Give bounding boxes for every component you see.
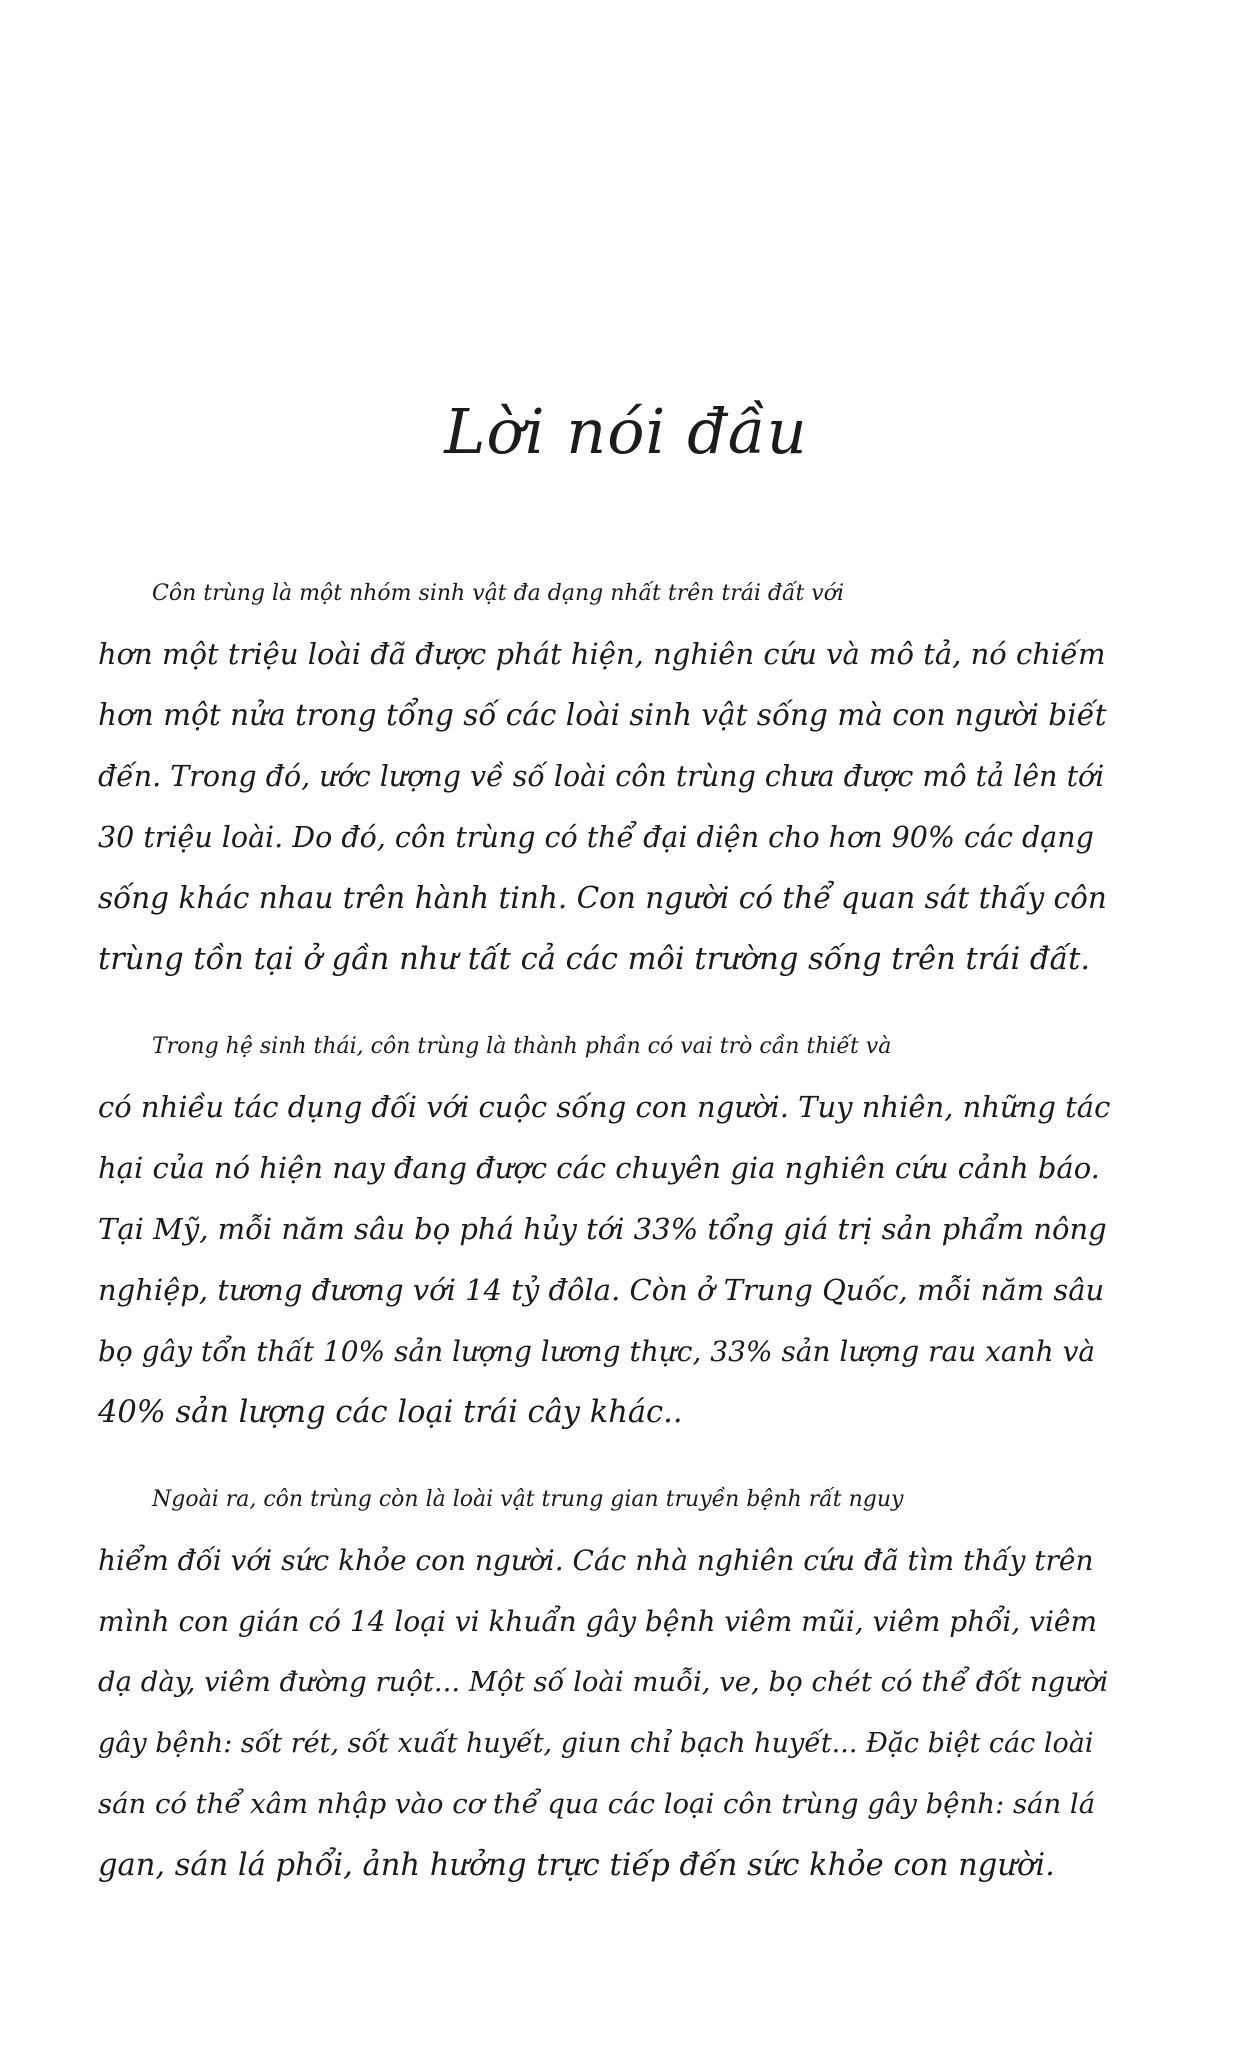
text-line: Trong hệ sinh thái, côn trùng là thành phần có vai trò cần thiết và <box>152 1034 892 1059</box>
text-line: 30 triệu loài. Do đó, côn trùng có thể đại diện cho hơn 90% các dạng <box>98 821 1094 854</box>
text-line: hại của nó hiện nay đang được các chuyên gia nghiên cứu cảnh báo. <box>98 1151 1100 1185</box>
text-line: hơn một triệu loài đã được phát hiện, nghiên cứu và mô tả, nó chiếm <box>98 637 1106 671</box>
text-line: gây bệnh: sốt rét, sốt xuất huyết, giun chỉ bạch huyết... Đặc biệt các loài <box>98 1728 1094 1759</box>
text-line: hiểm đối với sức khỏe con người. Các nhà nghiên cứu đã tìm thấy trên <box>98 1544 1094 1577</box>
paragraph-2 <box>98 1016 1110 1443</box>
text-line: sống khác nhau trên hành tinh. Con người có thể quan sát thấy côn <box>98 881 1107 915</box>
text-line: có nhiều tác dụng đối với cuộc sống con người. Tuy nhiên, những tác <box>98 1090 1111 1124</box>
text-line: Ngoài ra, côn trùng còn là loài vật trung gian truyền bệnh rất nguy <box>152 1487 904 1512</box>
text-line: gan, sán lá phổi, ảnh hưởng trực tiếp đến sức khỏe con người. <box>98 1848 1055 1883</box>
body-text <box>98 563 1110 1922</box>
text-line: nghiệp, tương đương với 14 tỷ đôla. Còn ở Trung Quốc, mỗi năm sâu <box>98 1273 1105 1307</box>
text-line: dạ dày, viêm đường ruột... Một số loài muỗi, ve, bọ chét có thể đốt người <box>98 1666 1109 1698</box>
text-line: 40% sản lượng các loại trái cây khác.. <box>98 1395 683 1430</box>
text-line: Côn trùng là một nhóm sinh vật đa dạng nhất trên trái đất với <box>152 581 845 606</box>
text-line: đến. Trong đó, ước lượng về số loài côn trùng chưa được mô tả lên tới <box>98 760 1105 793</box>
text-line: Tại Mỹ, mỗi năm sâu bọ phá hủy tới 33% tổng giá trị sản phẩm nông <box>98 1212 1107 1246</box>
page-title: Lời nói đầu <box>444 395 808 468</box>
text-line: sán có thể xâm nhập vào cơ thể qua các loại côn trùng gây bệnh: sán lá <box>98 1788 1096 1820</box>
text-line: hơn một nửa trong tổng số các loài sinh vật sống mà con người biết <box>98 698 1107 732</box>
paragraph-3 <box>98 1469 1110 1896</box>
text-line: trùng tồn tại ở gần như tất cả các môi trường sống trên trái đất. <box>98 942 1091 977</box>
text-line: mình con gián có 14 loại vi khuẩn gây bệnh viêm mũi, viêm phổi, viêm <box>98 1605 1098 1638</box>
paragraph-1 <box>98 563 1110 990</box>
text-line: bọ gây tổn thất 10% sản lượng lương thực, 33% sản lượng rau xanh và <box>98 1335 1096 1368</box>
